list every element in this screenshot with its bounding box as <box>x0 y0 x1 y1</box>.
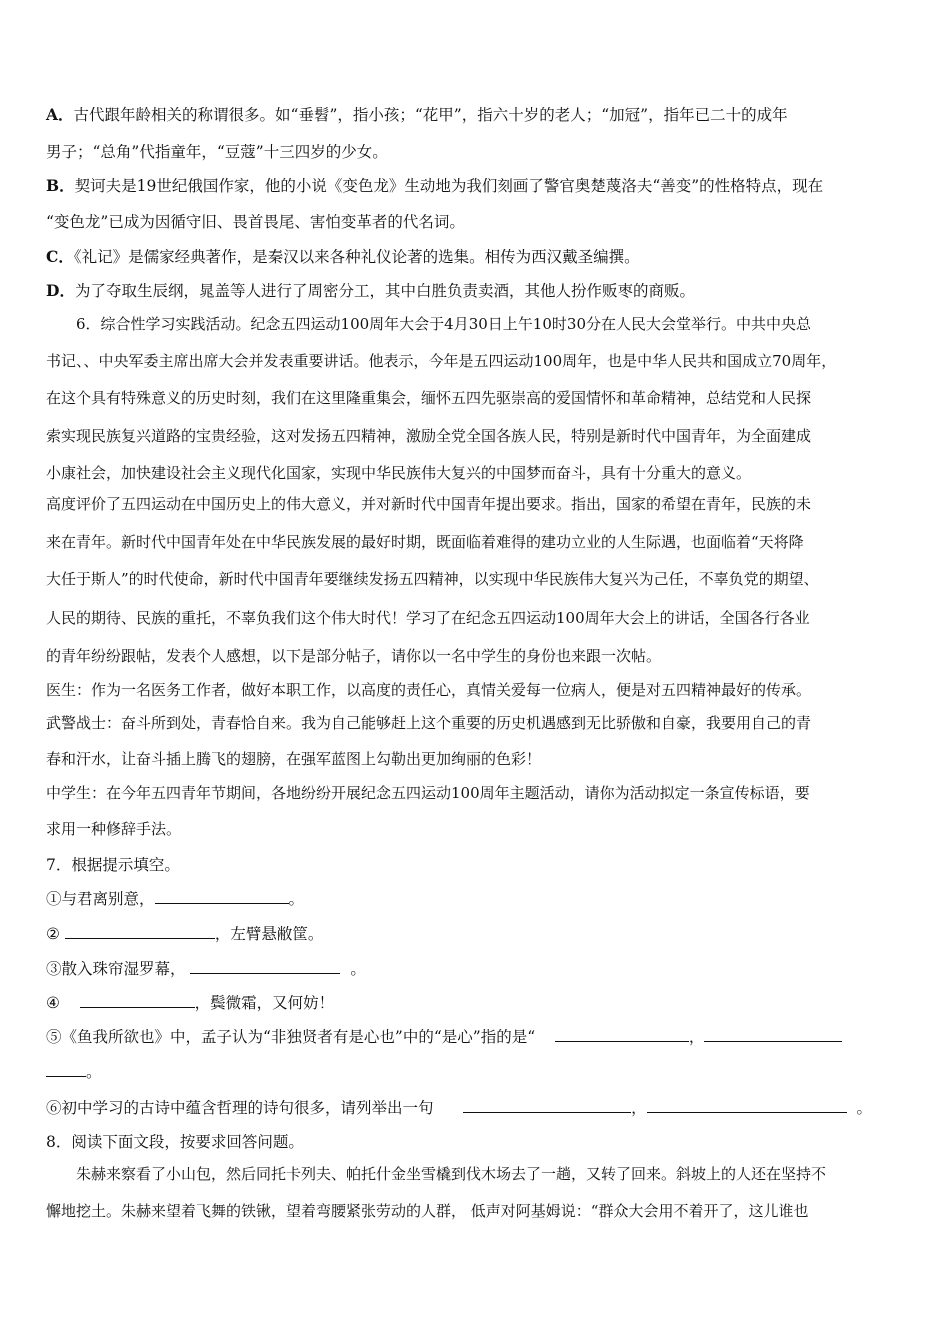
q6-line-5: 小康社会，加快建设社会主义现代化国家，实现中华民族伟大复兴的中国梦而奋斗，具有十分重大的意义。 <box>46 464 752 482</box>
q6-line-4: 索实现民族复兴道路的宝贵经验，这对发扬五四精神，激励全党全国各族人民，特别是新时代中国青年，为全面建成 <box>46 427 812 445</box>
fill-blank[interactable] <box>80 993 195 1008</box>
q6-soldier-post-line-2: 春和汗水，让奋斗插上腾飞的翅膀，在强军蓝图上勾勒出更加绚丽的色彩！ <box>46 750 542 768</box>
q6-student-task-line-2: 求用一种修辞手法。 <box>46 820 182 838</box>
fill-blank[interactable] <box>65 924 215 939</box>
fill-blank[interactable] <box>555 1027 689 1042</box>
q7-item-6: ⑥初中学习的古诗中蕴含哲理的诗句很多，请列举出一句 ， 。 <box>46 1099 872 1117</box>
option-a-label: A． <box>46 105 74 124</box>
q7-item-5-continued: 。 <box>46 1060 102 1082</box>
q7-title: 7．根据提示填空。 <box>46 856 180 874</box>
q6-line-8: 大任于斯人”的时代使命，新时代中国青年要继续发扬五四精神，以实现中华民族伟大复兴为己任，不辜负党的期望、 <box>46 570 819 588</box>
fill-blank[interactable] <box>704 1027 842 1042</box>
fill-blank[interactable] <box>46 1062 86 1077</box>
q8-passage-line-1: 朱赫来察看了小山包，然后同托卡列夫、帕托什金坐雪橇到伐木场去了一趟，又转了回来。斜坡上的人还在坚持不 <box>76 1165 827 1183</box>
q6-line-7: 来在青年。新时代中国青年处在中华民族发展的最好时期，既面临着难得的建功立业的人生际遇，也面临着“天将降 <box>46 533 804 551</box>
option-c-line-1: C．《礼记》是儒家经典著作，是秦汉以来各种礼仪论著的选集。相传为西汉戴圣编撰。 <box>46 247 640 266</box>
q7-item-4: ④ ，鬓微霜，又何妨！ <box>46 994 335 1012</box>
q6-student-task-line-1: 中学生：在今年五四青年节期间，各地纷纷开展纪念五四运动100周年主题活动，请你为活动拟定一条宣传标语，要 <box>46 784 810 802</box>
fill-blank[interactable] <box>463 1098 631 1113</box>
fill-blank[interactable] <box>190 959 340 974</box>
q6-line-2: 书记、、中央军委主席出席大会并发表重要讲话。他表示，今年是五四运动100周年，也是中华人民共和国成立70周年， <box>46 352 837 370</box>
option-b-label: B． <box>46 176 75 195</box>
option-b-line-2: “变色龙”已成为因循守旧、畏首畏尾、害怕变革者的代名词。 <box>46 213 465 231</box>
option-a-line-2: 男子；“总角”代指童年，“豆蔻”十三四岁的少女。 <box>46 143 388 161</box>
q6-doctor-post: 医生：作为一名医务工作者，做好本职工作，以高度的责任心，真情关爱每一位病人，便是对五四精神最好的传承。 <box>46 681 812 699</box>
q7-item-1: ①与君离别意， 。 <box>46 890 305 908</box>
q6-line-10: 的青年纷纷跟帖，发表个人感想，以下是部分帖子，请你以一名中学生的身份也来跟一次帖。 <box>46 647 662 665</box>
q6-line-1: 6．综合性学习实践活动。纪念五四运动100周年大会于4月30日上午10时30分在人民大会堂举行。中共中央总 <box>76 315 811 333</box>
q8-passage-line-2: 懈地挖土。朱赫来望着飞舞的铁锹，望着弯腰紧张劳动的人群， 低声对阿基姆说：“群众大会用不着开了，这儿谁也 <box>46 1202 809 1220</box>
option-d-label: D． <box>46 281 75 300</box>
q6-line-6: 高度评价了五四运动在中国历史上的伟大意义，并对新时代中国青年提出要求。指出，国家的希望在青年，民族的未 <box>46 495 812 513</box>
q8-title: 8．阅读下面文段，按要求回答问题。 <box>46 1133 304 1151</box>
option-b-line-1: B．契诃夫是19世纪俄国作家，他的小说《变色龙》生动地为我们刻画了警官奥楚蔑洛夫“善变”的性格特点，现在 <box>46 176 824 195</box>
q7-item-5: ⑤《鱼我所欲也》中，孟子认为“非独贤者有是心也”中的“是心”指的是“ ， <box>46 1025 842 1047</box>
fill-blank[interactable] <box>647 1098 847 1113</box>
q6-soldier-post-line-1: 武警战士：奋斗所到处，青春恰自来。我为自己能够赶上这个重要的历史机遇感到无比骄傲和自豪，我要用自己的青 <box>46 714 812 732</box>
option-c-label: C． <box>46 247 74 266</box>
fill-blank[interactable] <box>155 889 289 904</box>
option-d-line-1: D．为了夺取生辰纲，晁盖等人进行了周密分工，其中白胜负责卖酒，其他人扮作贩枣的商贩。 <box>46 281 695 300</box>
option-a-line-1: A．古代跟年龄相关的称谓很多。如“垂髫”，指小孩；“花甲”，指六十岁的老人；“加冠”，指年已二十的成年 <box>46 105 788 124</box>
q6-line-3: 在这个具有特殊意义的历史时刻，我们在这里隆重集会，缅怀五四先驱崇高的爱国情怀和革命精神，总结党和人民探 <box>46 389 812 407</box>
q6-line-9: 人民的期待、民族的重托，不辜负我们这个伟大时代！学习了在纪念五四运动100周年大会上的讲话，全国各行各业 <box>46 609 810 627</box>
q7-item-2: ② ，左臂悬敝筐。 <box>46 925 324 943</box>
q7-item-3: ③散入珠帘湿罗幕， 。 <box>46 960 366 978</box>
